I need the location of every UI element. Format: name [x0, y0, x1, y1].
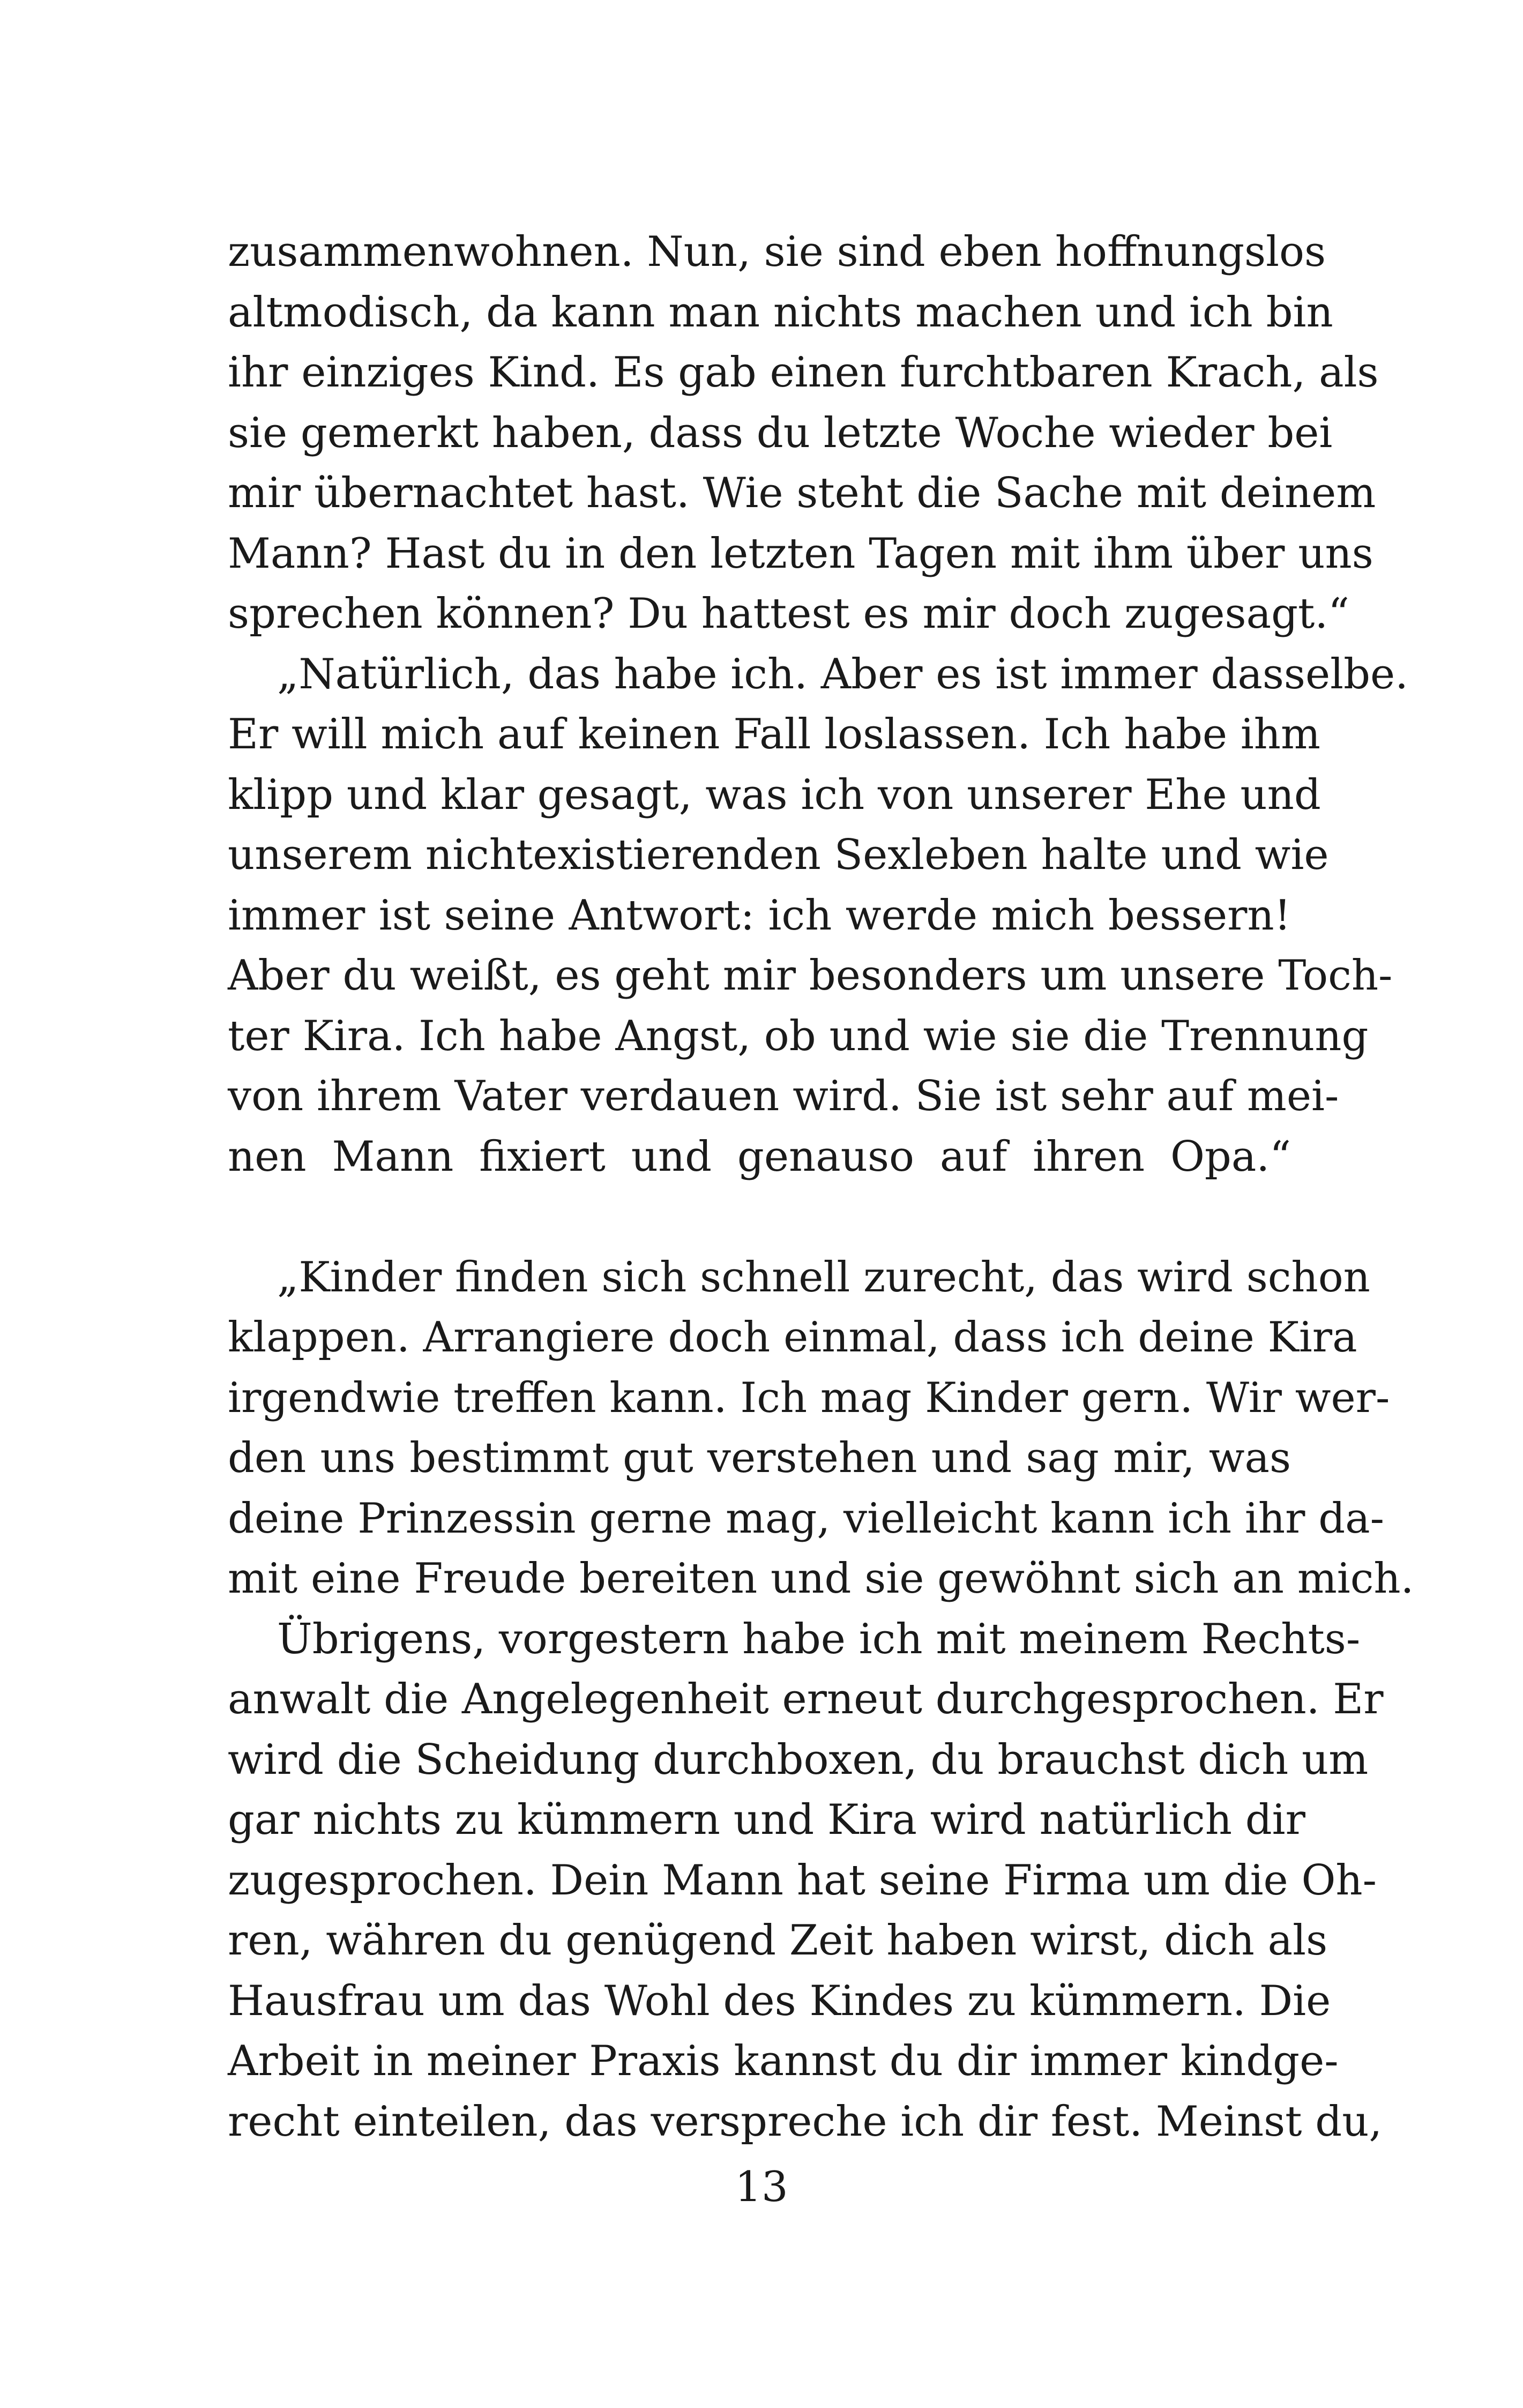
text-line [228, 1187, 1291, 1247]
text-line: deine Prinzessin gerne mag, vielleicht kann ich ihr da- [228, 1494, 1384, 1543]
paragraph-3 [228, 1247, 1414, 1609]
text-line: nen Mann fixiert und genauso auf ihren Opa.“ [228, 1132, 1291, 1181]
text-line: sie gemerkt haben, dass du letzte Woche wieder bei [228, 408, 1333, 457]
text-line: klappen. Arrangiere doch einmal, dass ich deine Kira [228, 1313, 1357, 1362]
text-line: mir übernachtet hast. Wie steht die Sache mit deinem [228, 469, 1376, 517]
text-line: sprechen können? Du hattest es mir doch zugesagt.“ [228, 590, 1350, 638]
text-line: gar nichts zu kümmern und Kira wird natürlich dir [228, 1796, 1305, 1844]
text-line: mit eine Freude bereiten und sie gewöhnt sich an mich. [228, 1555, 1414, 1603]
text-line: ihr einziges Kind. Es gab einen furchtbaren Krach, als [228, 348, 1379, 397]
body-text [228, 222, 1414, 2152]
text-line: immer ist seine Antwort: ich werde mich bessern! [228, 891, 1291, 940]
text-line: von ihrem Vater verdauen wird. Sie ist sehr auf mei- [228, 1072, 1339, 1120]
text-line: Arbeit in meiner Praxis kannst du dir immer kindge- [228, 2037, 1339, 2085]
text-line: altmodisch, da kann man nichts machen und ich bin [228, 288, 1333, 337]
text-line: zugesprochen. Dein Mann hat seine Firma um die Oh- [228, 1856, 1377, 1905]
text-line: „Natürlich, das habe ich. Aber es ist immer dasselbe. [277, 650, 1408, 698]
text-line: Übrigens, vorgestern habe ich mit meinem Rechts- [277, 1615, 1361, 1663]
text-line: Hausfrau um das Wohl des Kindes zu kümmern. Die [228, 1976, 1331, 2025]
text-line: unserem nichtexistierenden Sexleben halte und wie [228, 831, 1329, 879]
text-line: Mann? Hast du in den letzten Tagen mit ihm über uns [228, 529, 1373, 578]
paragraph-4 [228, 1609, 1384, 2152]
text-line: recht einteilen, das verspreche ich dir fest. Meinst du, [228, 2097, 1383, 2146]
text-line: anwalt die Angelegenheit erneut durchgesprochen. Er [228, 1675, 1384, 1723]
paragraph-1 [228, 222, 1379, 644]
text-line: den uns bestimmt gut verstehen und sag mir, was [228, 1434, 1291, 1482]
text-line: ren, währen du genügend Zeit haben wirst, dich als [228, 1916, 1328, 1965]
page-number: 13 [735, 2163, 788, 2211]
text-line: ter Kira. Ich habe Angst, ob und wie sie die Trennung [228, 1012, 1369, 1060]
text-line: klipp und klar gesagt, was ich von unserer Ehe und [228, 770, 1321, 819]
text-line: irgendwie treffen kann. Ich mag Kinder gern. Wir wer- [228, 1373, 1390, 1422]
text-line: Aber du weißt, es geht mir besonders um unsere Toch- [228, 952, 1393, 1000]
text-line: „Kinder finden sich schnell zurecht, das wird schon [277, 1253, 1370, 1302]
text-line: wird die Scheidung durchboxen, du brauchst dich um [228, 1735, 1369, 1784]
text-line: Er will mich auf keinen Fall loslassen. Ich habe ihm [228, 710, 1320, 759]
text-line: zusammenwohnen. Nun, sie sind eben hoffnungslos [228, 228, 1326, 276]
paragraph-2 [228, 644, 1408, 1247]
